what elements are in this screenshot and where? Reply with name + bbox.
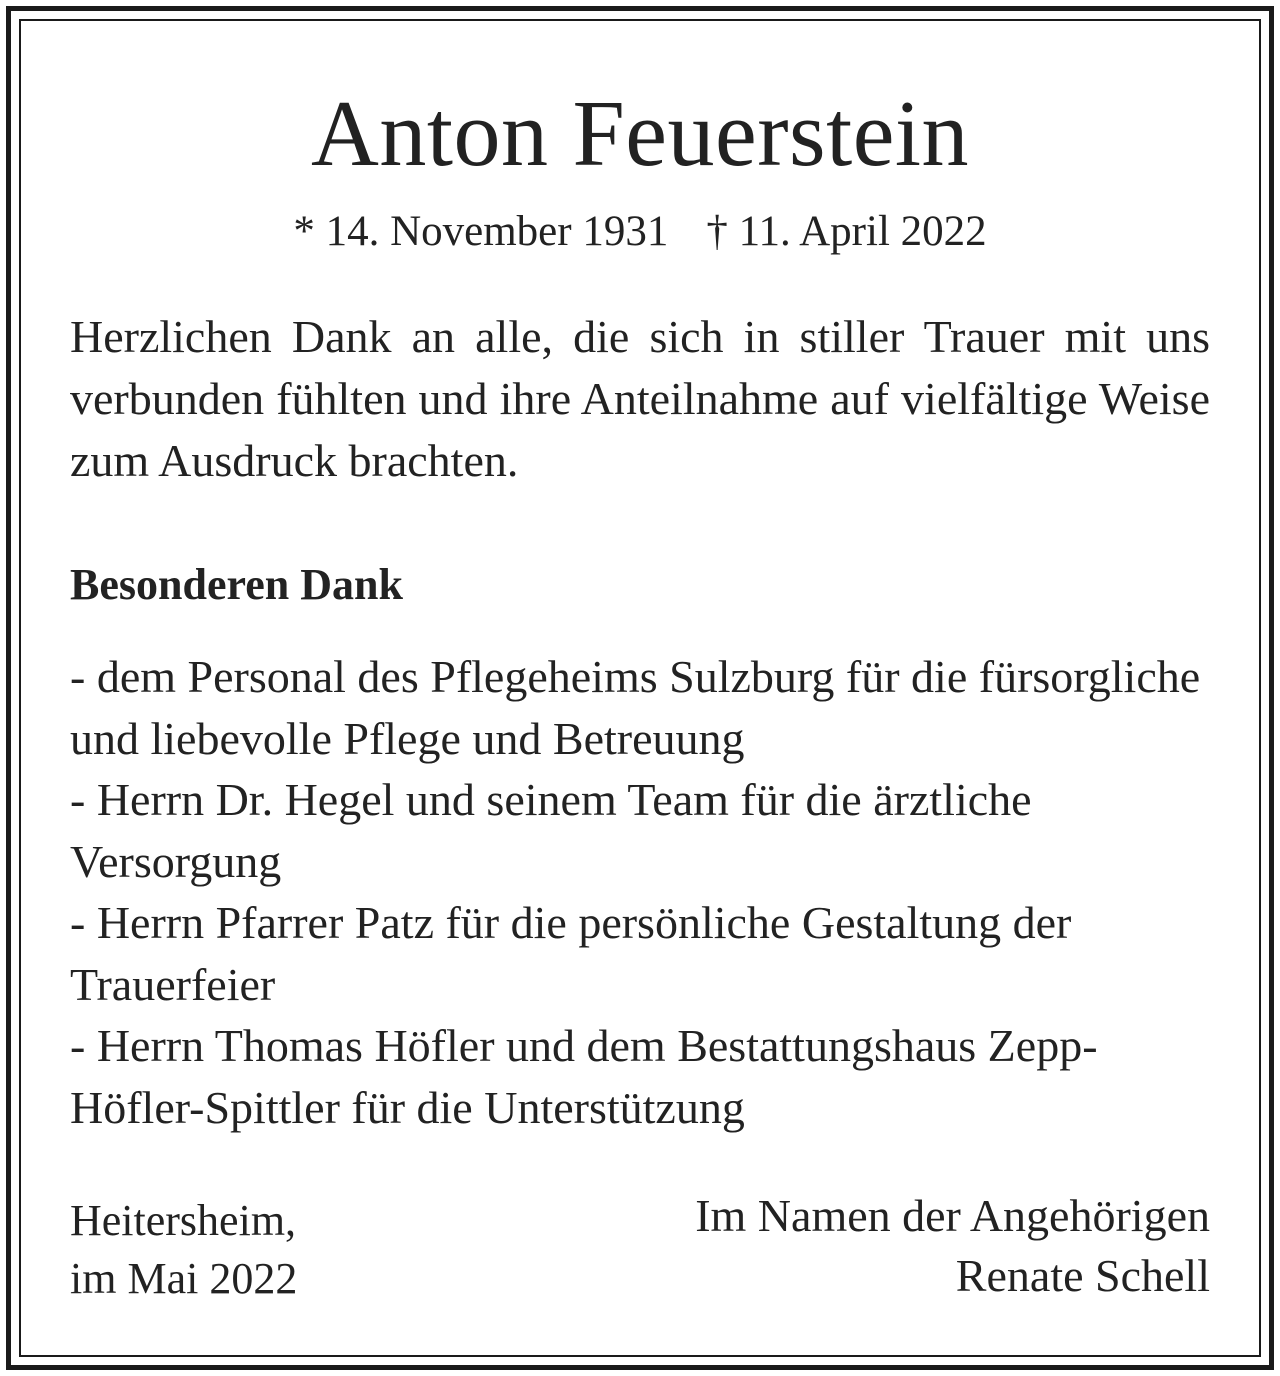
special-thanks-heading: Besonderen Dank	[70, 560, 403, 609]
thanks-item-care-home: - dem Personal des Pflegeheims Sulzburg für die fürsorgliche und liebevolle Pflege und Betreuung	[70, 651, 1201, 764]
death-date: † 11. April 2022	[706, 208, 987, 255]
thanks-item-pastor: - Herrn Pfarrer Patz für die persönliche Gestaltung der Trauerfeier	[70, 897, 1072, 1010]
signature-on-behalf: Im Namen der Angehörigen	[695, 1190, 1210, 1241]
thanks-item-funeral-home: - Herrn Thomas Höfler und dem Bestattungshaus Zepp-Höfler-Spittler für die Unterstützung	[70, 1020, 1098, 1133]
thanks-item-doctor: - Herrn Dr. Hegel und seinem Team für die ärztliche Versorgung	[70, 774, 1032, 887]
life-dates	[70, 206, 1210, 258]
place-and-date	[70, 1192, 297, 1308]
deceased-name: Anton Feuerstein	[310, 82, 970, 186]
special-thanks-list	[70, 646, 1210, 1138]
place: Heitersheim,	[70, 1196, 297, 1245]
date: im Mai 2022	[70, 1254, 298, 1303]
signature	[695, 1186, 1210, 1306]
thank-you-message: Herzlichen Dank an alle, die sich in stiller Trauer mit uns verbunden fühlten und ihre Anteilnahme auf vielfältige Weise zum Ausdruck brachten.	[70, 311, 1210, 486]
signature-name: Renate Schell	[955, 1250, 1210, 1301]
birth-date: * 14. November 1931	[293, 208, 669, 255]
